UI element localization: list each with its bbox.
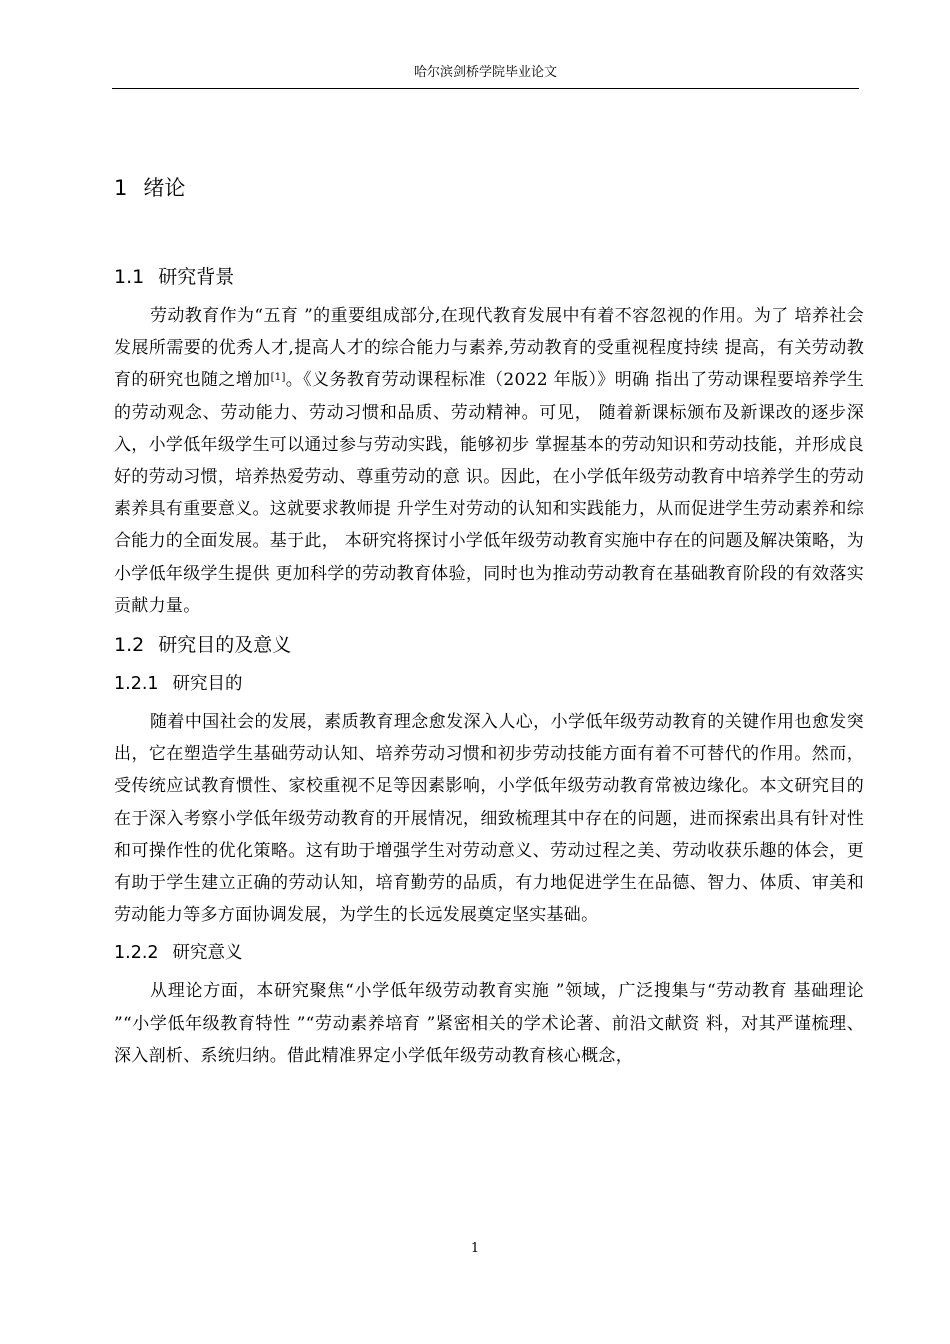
section-title: 研究目的及意义	[158, 634, 292, 657]
page-number: 1	[470, 1241, 480, 1256]
chapter-title: 绪论	[143, 176, 186, 200]
chapter-heading	[114, 168, 864, 208]
subsection-number: 1.2.1	[114, 674, 159, 695]
subsection-heading	[114, 668, 864, 700]
page-body	[114, 168, 864, 1072]
subsection-heading	[114, 937, 864, 969]
body-paragraph: 从理论方面，本研究聚焦“小学低年级劳动教育实施 ”领域，广泛搜集与“劳动教育 基础理论 ”“小学低年级教育特性 ”“劳动素养培育 ”紧密相关的学术论著、前沿文献资 料，对其严谨梳理、深入剖析、系统归纳。借此精准界定小学低年级劳动教育核心概念，	[114, 981, 864, 1066]
section-heading	[114, 628, 864, 662]
paragraph-text: 劳动教育作为“五育 ”的重要组成部分,在现代教育发展中有着不容忽视的作用。为了 培养社会发展所需要的优秀人才,提高人才的综合能力与素养,劳动教育的受重视程度持续 提高，有关劳动教育的研究也随之增加	[114, 306, 864, 391]
subsection-number: 1.2.2	[114, 943, 159, 964]
paragraph-text: 。《义务教育劳动课程标准（2022 年版）》明确 指出了劳动课程要培养学生的劳动观念、劳动能力、劳动习惯和品质、劳动精神。可见， 随着新课标颁布及新课改的逐步深入，小学低年级学生可以通过参与劳动实践，能够初步 掌握基本的劳动知识和劳动技能，并形成良好的劳动习惯，培养热爱劳动、尊重劳动的意 识。因此，在小学低年级劳动教育中培养学生的劳动素养具有重要意义。这就要求教师提 升学生对劳动的认知和实践能力，从而促进学生劳动素养和综合能力的全面发展。基于此， 本研究将探讨小学低年级劳动教育实施中存在的问题及解决策略，为小学低年级学生提供 更加科学的劳动教育体验，同时也为推动劳动教育在基础教育阶段的有效落实贡献力量。	[114, 370, 865, 616]
body-paragraph: 随着中国社会的发展，素质教育理念愈发深入人心，小学低年级劳动教育的关键作用也愈发突出，它在塑造学生基础劳动认知、培养劳动习惯和初步劳动技能方面有着不可替代的作用。然而，受传统应试教育惯性、家校重视不足等因素影响，小学低年级劳动教育常被边缘化。本文研究目的在于深入考察小学低年级劳动教育的开展情况，细致梳理其中存在的问题，进而探索出具有针对性和可操作性的优化策略。这有助于增强学生对劳动意义、劳动过程之美、劳动收获乐趣的体会，更有助于学生建立正确的劳动认知，培育勤劳的品质，有力地促进学生在品德、智力、体质、审美和劳动能力等多方面协调发展，为学生的长远发展奠定坚实基础。	[114, 712, 864, 926]
chapter-number: 1	[114, 176, 128, 200]
running-header: 哈尔滨剑桥学院毕业论文	[413, 65, 557, 80]
subsection-title: 研究意义	[172, 943, 243, 964]
citation-reference: [1]	[270, 372, 286, 384]
body-paragraph	[114, 300, 864, 622]
section-heading	[114, 260, 864, 294]
section-number: 1.2	[114, 634, 145, 657]
section-title: 研究背景	[158, 266, 235, 288]
section-number: 1.1	[114, 266, 145, 288]
subsection-title: 研究目的	[172, 674, 243, 695]
header-rule	[112, 88, 859, 89]
